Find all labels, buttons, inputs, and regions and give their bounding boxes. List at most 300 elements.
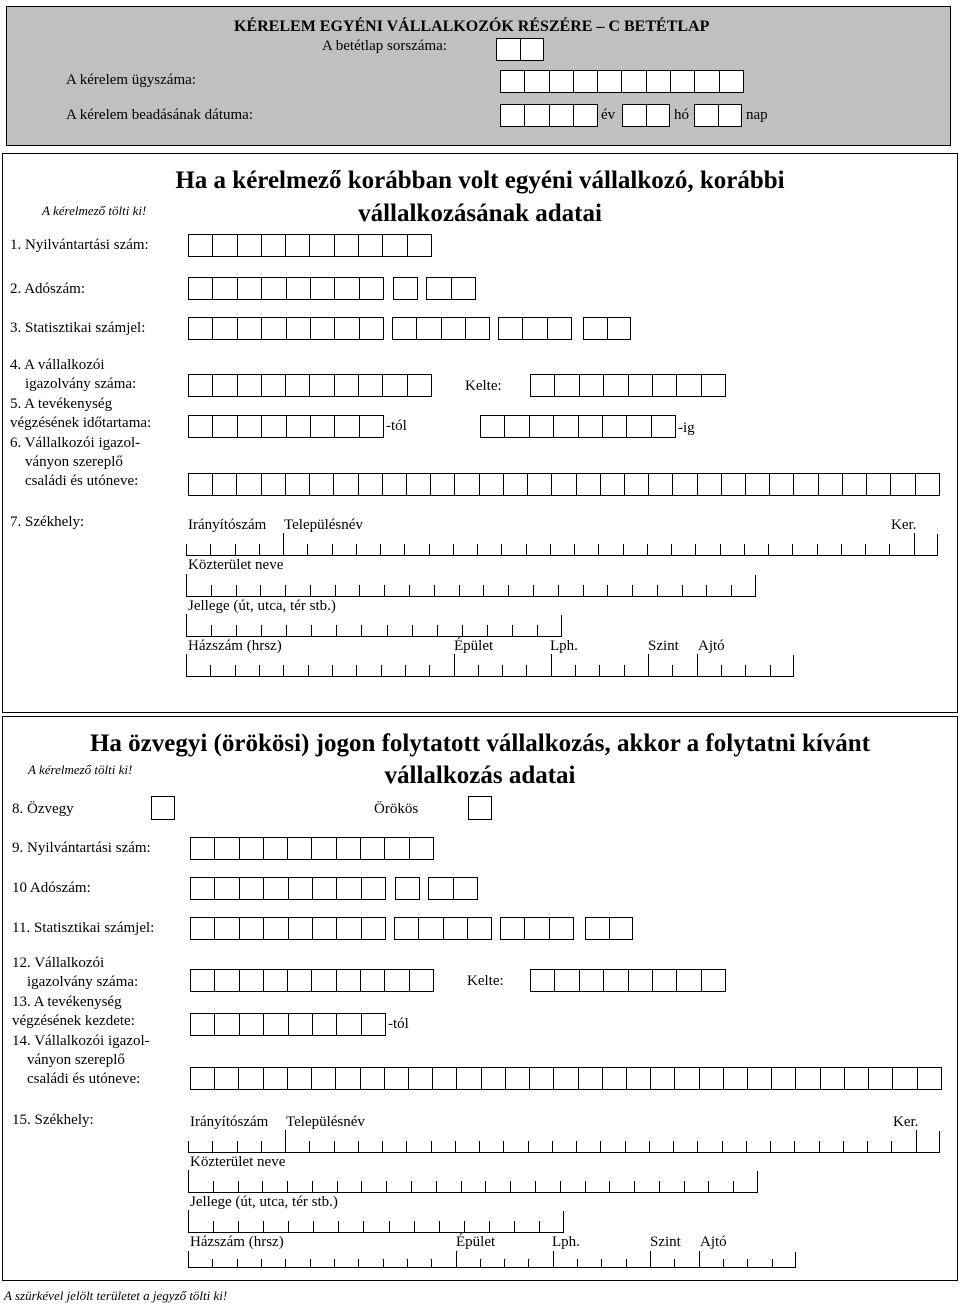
char-tick bbox=[535, 1181, 536, 1192]
digit-box bbox=[313, 878, 337, 899]
widow-checkbox[interactable] bbox=[151, 796, 175, 820]
char-tick bbox=[501, 544, 502, 555]
digit-box bbox=[335, 416, 359, 437]
digit-box bbox=[579, 1068, 603, 1089]
headquarters-label-2: 15. Székhely: bbox=[12, 1112, 94, 1128]
registration-number-label: 1. Nyilvántartási szám: bbox=[10, 237, 149, 253]
char-tick bbox=[583, 585, 584, 596]
char-tick bbox=[409, 585, 410, 596]
char-tick bbox=[454, 654, 455, 676]
char-tick bbox=[311, 625, 312, 636]
digit-box bbox=[647, 105, 670, 126]
digit-box bbox=[334, 474, 358, 495]
digit-box bbox=[359, 235, 383, 256]
digit-box bbox=[336, 1068, 360, 1089]
street-name-label: Közterület neve bbox=[188, 557, 284, 573]
tax-number-2-part1[interactable] bbox=[190, 877, 386, 900]
char-tick bbox=[235, 665, 236, 676]
license-name-label-3: családi és utóneve: bbox=[25, 473, 139, 489]
postcode-label-2: Irányítószám bbox=[190, 1114, 269, 1130]
char-tick bbox=[436, 1181, 437, 1192]
char-tick bbox=[188, 1141, 189, 1152]
registration-number-label-2: 9. Nyilvántartási szám: bbox=[12, 840, 151, 856]
digit-box bbox=[893, 1068, 917, 1089]
digit-box bbox=[625, 474, 649, 495]
digit-box bbox=[521, 39, 544, 60]
statistical-number-part1[interactable] bbox=[188, 317, 384, 340]
char-tick bbox=[287, 1181, 288, 1192]
char-tick bbox=[768, 544, 769, 555]
char-tick bbox=[503, 1141, 504, 1152]
char-tick bbox=[626, 1259, 627, 1267]
char-tick bbox=[261, 625, 262, 636]
footer-note: A szürkével jelölt területet a jegyző tölti ki! bbox=[4, 1288, 228, 1303]
char-tick bbox=[477, 544, 478, 555]
digit-box bbox=[869, 1068, 893, 1089]
license-name-field-2[interactable] bbox=[190, 1067, 942, 1090]
char-tick bbox=[335, 585, 336, 596]
digit-box bbox=[189, 318, 213, 339]
form-title: KÉRELEM EGYÉNI VÁLLALKOZÓK RÉSZÉRE – C BETÉTLAP bbox=[234, 18, 710, 35]
digit-box bbox=[673, 474, 697, 495]
tax-number-2-part2[interactable] bbox=[395, 877, 420, 900]
char-tick bbox=[575, 665, 576, 676]
from-suffix: -tól bbox=[386, 418, 407, 434]
char-tick bbox=[407, 1259, 408, 1267]
digit-box bbox=[362, 1014, 385, 1035]
digit-box bbox=[337, 878, 361, 899]
char-tick bbox=[332, 544, 333, 555]
digit-box bbox=[264, 918, 288, 939]
digit-box bbox=[313, 1014, 337, 1035]
digit-box bbox=[238, 318, 262, 339]
char-tick bbox=[745, 665, 746, 676]
digit-box bbox=[238, 278, 262, 299]
char-tick bbox=[528, 1259, 529, 1267]
char-tick bbox=[238, 1221, 239, 1232]
char-tick bbox=[431, 1259, 432, 1267]
postcode-settlement-field[interactable] bbox=[186, 534, 938, 556]
digit-box bbox=[335, 278, 359, 299]
char-tick bbox=[625, 1141, 626, 1152]
char-tick bbox=[817, 544, 818, 555]
digit-box bbox=[264, 878, 288, 899]
digit-box bbox=[442, 318, 466, 339]
digit-box bbox=[238, 416, 262, 437]
char-tick bbox=[384, 585, 385, 596]
char-tick bbox=[383, 1259, 384, 1267]
section2-title-line1: Ha özvegyi (örökösi) jogon folytatott vállalkozás, akkor a folytatni kívánt bbox=[89, 730, 871, 757]
char-tick bbox=[462, 625, 463, 636]
char-tick bbox=[550, 544, 551, 555]
digit-box bbox=[215, 1068, 239, 1089]
digit-box bbox=[361, 838, 385, 859]
registration-number-field[interactable] bbox=[188, 234, 432, 257]
house-building-floor-door-field-2[interactable] bbox=[188, 1252, 796, 1268]
digit-box bbox=[579, 416, 603, 437]
char-tick bbox=[356, 544, 357, 555]
digit-box bbox=[240, 918, 264, 939]
char-tick bbox=[260, 585, 261, 596]
digit-box bbox=[409, 1068, 433, 1089]
issue-date-label-2: Kelte: bbox=[467, 973, 504, 989]
digit-box bbox=[191, 1014, 215, 1035]
char-tick bbox=[437, 625, 438, 636]
date-day-field[interactable] bbox=[694, 104, 742, 127]
digit-box bbox=[213, 318, 237, 339]
digit-box bbox=[457, 1068, 481, 1089]
building-label-2: Épület bbox=[456, 1234, 496, 1250]
digit-box bbox=[311, 416, 335, 437]
digit-box bbox=[499, 318, 523, 339]
char-tick bbox=[480, 1259, 481, 1267]
settlement-label-2: Településnév bbox=[286, 1114, 365, 1130]
digit-box bbox=[215, 878, 239, 899]
month-label: hó bbox=[674, 107, 689, 123]
house-number-label: Házszám (hrsz) bbox=[188, 638, 282, 654]
digit-box bbox=[362, 878, 385, 899]
digit-box bbox=[360, 318, 383, 339]
char-tick bbox=[601, 1259, 602, 1267]
char-tick bbox=[649, 1141, 650, 1152]
digit-box bbox=[337, 1014, 361, 1035]
char-tick bbox=[288, 1221, 289, 1232]
license-number-label-2b: igazolvány száma: bbox=[27, 974, 139, 990]
digit-box bbox=[215, 970, 239, 991]
digit-box bbox=[189, 416, 213, 437]
digit-box bbox=[408, 375, 431, 396]
char-tick bbox=[188, 1170, 189, 1192]
char-tick bbox=[552, 1141, 553, 1152]
house-building-floor-door-field[interactable] bbox=[186, 655, 794, 677]
char-tick bbox=[526, 665, 527, 676]
digit-box bbox=[213, 235, 237, 256]
sheet-number-field[interactable] bbox=[496, 38, 544, 61]
digit-box bbox=[312, 1068, 336, 1089]
activity-start-field[interactable] bbox=[190, 1013, 386, 1036]
char-tick bbox=[212, 1259, 213, 1267]
digit-box bbox=[310, 474, 334, 495]
street-name-field-2[interactable] bbox=[188, 1171, 758, 1193]
digit-box bbox=[288, 838, 312, 859]
char-tick bbox=[634, 1181, 635, 1192]
digit-box bbox=[530, 416, 554, 437]
char-tick bbox=[697, 1141, 698, 1152]
digit-box bbox=[627, 416, 651, 437]
activity-start-label-1: 13. A tevékenység bbox=[12, 994, 122, 1010]
section1-title-line2: vállalkozásának adatai bbox=[358, 200, 602, 227]
digit-box bbox=[580, 970, 604, 991]
char-tick bbox=[889, 544, 890, 555]
digit-box bbox=[695, 71, 719, 92]
char-tick bbox=[648, 654, 649, 676]
digit-box bbox=[468, 918, 491, 939]
digit-box bbox=[719, 105, 742, 126]
char-tick bbox=[211, 585, 212, 596]
heir-checkbox[interactable] bbox=[468, 796, 492, 820]
digit-box bbox=[821, 1068, 845, 1089]
statistical-number-part3[interactable] bbox=[498, 317, 572, 340]
digit-box bbox=[505, 416, 529, 437]
char-tick bbox=[865, 544, 866, 555]
digit-box bbox=[408, 235, 431, 256]
digit-box bbox=[361, 970, 385, 991]
digit-box bbox=[770, 474, 794, 495]
license-number-field[interactable] bbox=[188, 374, 432, 397]
digit-box bbox=[552, 474, 576, 495]
char-tick bbox=[485, 1181, 486, 1192]
digit-box bbox=[604, 970, 628, 991]
tax-number-part3[interactable] bbox=[426, 277, 476, 300]
digit-box bbox=[629, 970, 653, 991]
char-tick bbox=[386, 1181, 387, 1192]
digit-box bbox=[262, 375, 286, 396]
char-tick bbox=[478, 665, 479, 676]
statistical-number-label-2: 11. Statisztikai számjel: bbox=[12, 920, 155, 936]
digit-box bbox=[531, 970, 555, 991]
digit-box bbox=[287, 416, 311, 437]
char-tick bbox=[313, 1221, 314, 1232]
statistical-number-2-part4[interactable] bbox=[585, 917, 633, 940]
digit-box bbox=[264, 838, 288, 859]
digit-box bbox=[580, 375, 604, 396]
char-tick bbox=[673, 1141, 674, 1152]
digit-box bbox=[482, 1068, 506, 1089]
char-tick bbox=[262, 1181, 263, 1192]
char-tick bbox=[380, 544, 381, 555]
date-year-field[interactable] bbox=[500, 104, 598, 127]
digit-box bbox=[555, 970, 579, 991]
digit-box bbox=[504, 474, 528, 495]
digit-box bbox=[671, 71, 695, 92]
digit-box bbox=[410, 970, 433, 991]
char-tick bbox=[307, 544, 308, 555]
digit-box bbox=[215, 1014, 239, 1035]
char-tick bbox=[585, 1181, 586, 1192]
digit-box bbox=[819, 474, 843, 495]
digit-box bbox=[312, 970, 336, 991]
digit-box bbox=[746, 474, 770, 495]
char-tick bbox=[553, 1251, 554, 1267]
street-type-field[interactable] bbox=[186, 615, 562, 637]
char-tick bbox=[914, 533, 915, 555]
digit-box bbox=[647, 71, 671, 92]
digit-box bbox=[918, 1068, 941, 1089]
digit-box bbox=[531, 375, 555, 396]
char-tick bbox=[770, 665, 771, 676]
char-tick bbox=[722, 1141, 723, 1152]
activity-from-field[interactable] bbox=[188, 415, 384, 438]
char-tick bbox=[659, 1181, 660, 1192]
char-tick bbox=[188, 1251, 189, 1267]
char-tick bbox=[310, 1259, 311, 1267]
char-tick bbox=[334, 1259, 335, 1267]
char-tick bbox=[285, 1130, 286, 1152]
case-number-field[interactable] bbox=[500, 70, 744, 93]
char-tick bbox=[607, 585, 608, 596]
digit-box bbox=[577, 474, 601, 495]
license-number-field-2[interactable] bbox=[190, 969, 434, 992]
char-tick bbox=[708, 1181, 709, 1192]
digit-box bbox=[724, 1068, 748, 1089]
digit-box bbox=[629, 375, 653, 396]
digit-box bbox=[627, 1068, 651, 1089]
digit-box bbox=[289, 918, 313, 939]
digit-box bbox=[407, 474, 431, 495]
char-tick bbox=[459, 585, 460, 596]
license-name-label-2: ványon szereplő bbox=[25, 454, 123, 470]
date-month-field[interactable] bbox=[622, 104, 670, 127]
digit-box bbox=[191, 918, 215, 939]
char-tick bbox=[338, 1221, 339, 1232]
digit-box bbox=[383, 235, 407, 256]
char-tick bbox=[916, 1130, 917, 1152]
digit-box bbox=[550, 105, 574, 126]
issue-date-field[interactable] bbox=[530, 374, 726, 397]
char-tick bbox=[699, 1251, 700, 1267]
char-tick bbox=[746, 1141, 747, 1152]
digit-box bbox=[264, 970, 288, 991]
digit-box bbox=[501, 918, 525, 939]
char-tick bbox=[285, 1259, 286, 1267]
statistical-number-2-part3[interactable] bbox=[500, 917, 574, 940]
digit-box bbox=[335, 375, 359, 396]
tax-number-part2[interactable] bbox=[393, 277, 418, 300]
digit-box bbox=[360, 416, 383, 437]
char-tick bbox=[650, 1251, 651, 1267]
char-tick bbox=[359, 585, 360, 596]
char-tick bbox=[461, 1181, 462, 1192]
postcode-settlement-field-2[interactable] bbox=[188, 1131, 940, 1153]
digit-box bbox=[393, 318, 417, 339]
char-tick bbox=[186, 654, 187, 676]
char-tick bbox=[843, 1141, 844, 1152]
char-tick bbox=[504, 1259, 505, 1267]
digit-box bbox=[337, 838, 361, 859]
digit-box bbox=[286, 375, 310, 396]
street-name-field[interactable] bbox=[186, 575, 756, 597]
tax-number-2-part3[interactable] bbox=[428, 877, 478, 900]
digit-box bbox=[289, 1014, 313, 1035]
digit-box bbox=[361, 1068, 385, 1089]
digit-box bbox=[601, 474, 625, 495]
digit-box bbox=[288, 970, 312, 991]
digit-box bbox=[675, 1068, 699, 1089]
digit-box bbox=[429, 878, 454, 899]
digit-box bbox=[262, 416, 286, 437]
digit-box bbox=[239, 1068, 263, 1089]
char-tick bbox=[308, 665, 309, 676]
digit-box bbox=[722, 474, 746, 495]
char-tick bbox=[623, 544, 624, 555]
digit-box bbox=[383, 375, 407, 396]
char-tick bbox=[261, 1141, 262, 1152]
house-number-label-2: Házszám (hrsz) bbox=[190, 1234, 284, 1250]
char-tick bbox=[609, 1181, 610, 1192]
sheet-number-label: A betétlap sorszáma: bbox=[322, 38, 447, 54]
statistical-number-part4[interactable] bbox=[583, 317, 631, 340]
license-name-field[interactable] bbox=[188, 473, 940, 496]
char-tick bbox=[235, 544, 236, 555]
digit-box bbox=[264, 1014, 288, 1035]
char-tick bbox=[682, 585, 683, 596]
char-tick bbox=[361, 625, 362, 636]
char-tick bbox=[464, 1221, 465, 1232]
digit-box bbox=[189, 278, 213, 299]
statistical-number-2-part2[interactable] bbox=[394, 917, 492, 940]
char-tick bbox=[891, 1141, 892, 1152]
registration-number-field-2[interactable] bbox=[190, 837, 434, 860]
digit-box bbox=[213, 416, 237, 437]
digit-box bbox=[335, 235, 359, 256]
floor-label-2: Szint bbox=[650, 1234, 681, 1250]
char-tick bbox=[483, 585, 484, 596]
digit-box bbox=[603, 416, 627, 437]
digit-box bbox=[528, 474, 552, 495]
digit-box bbox=[311, 318, 335, 339]
digit-box bbox=[652, 416, 675, 437]
char-tick bbox=[577, 1259, 578, 1267]
char-tick bbox=[285, 585, 286, 596]
digit-box bbox=[215, 918, 239, 939]
digit-box bbox=[748, 1068, 772, 1089]
char-tick bbox=[286, 625, 287, 636]
char-tick bbox=[211, 625, 212, 636]
char-tick bbox=[772, 1259, 773, 1267]
digit-box bbox=[481, 416, 505, 437]
digit-box bbox=[523, 318, 547, 339]
digit-box bbox=[359, 474, 383, 495]
license-name-label-1: 6. Vállalkozói igazol- bbox=[10, 435, 141, 451]
statistical-number-2-part1[interactable] bbox=[190, 917, 386, 940]
char-tick bbox=[405, 665, 406, 676]
postcode-label: Irányítószám bbox=[188, 517, 267, 533]
activity-to-field[interactable] bbox=[480, 415, 676, 438]
digit-box bbox=[337, 970, 361, 991]
section1-title-line1: Ha a kérelmező korábban volt egyéni vállalkozó, korábbi bbox=[175, 167, 785, 194]
digit-box bbox=[623, 105, 647, 126]
char-tick bbox=[309, 1141, 310, 1152]
char-tick bbox=[731, 585, 732, 596]
char-tick bbox=[382, 1141, 383, 1152]
char-tick bbox=[186, 614, 187, 636]
char-tick bbox=[721, 665, 722, 676]
digit-box bbox=[394, 278, 417, 299]
digit-box bbox=[262, 278, 286, 299]
digit-box bbox=[794, 474, 818, 495]
digit-box bbox=[622, 71, 646, 92]
tax-number-part1[interactable] bbox=[188, 277, 384, 300]
char-tick bbox=[576, 1141, 577, 1152]
digit-box bbox=[191, 970, 215, 991]
statistical-number-part2[interactable] bbox=[392, 317, 490, 340]
day-label: nap bbox=[746, 107, 768, 123]
digit-box bbox=[653, 375, 677, 396]
submission-date-label: A kérelem beadásának dátuma: bbox=[66, 107, 254, 123]
digit-box bbox=[288, 1068, 312, 1089]
char-tick bbox=[794, 1141, 795, 1152]
street-type-field-2[interactable] bbox=[188, 1211, 564, 1233]
digit-box bbox=[313, 918, 337, 939]
issue-date-field-2[interactable] bbox=[530, 969, 726, 992]
char-tick bbox=[867, 1141, 868, 1152]
char-tick bbox=[361, 1181, 362, 1192]
char-tick bbox=[358, 1141, 359, 1152]
digit-box bbox=[454, 878, 478, 899]
digit-box bbox=[262, 474, 286, 495]
digit-box bbox=[677, 375, 701, 396]
digit-box bbox=[189, 375, 213, 396]
